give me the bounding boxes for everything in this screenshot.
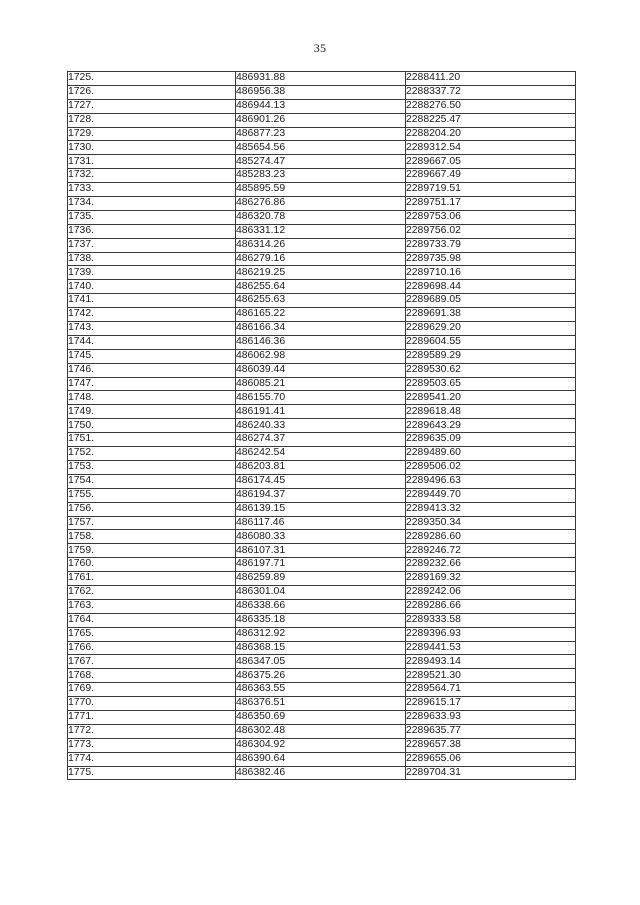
y-coordinate-cell: 2289242.06 <box>406 585 576 599</box>
y-coordinate-cell: 2289530.62 <box>406 363 576 377</box>
point-number-cell: 1732. <box>68 169 236 183</box>
y-coordinate-cell: 2289618.48 <box>406 405 576 419</box>
y-coordinate-cell: 2288225.47 <box>406 113 576 127</box>
y-coordinate-cell: 2289633.93 <box>406 710 576 724</box>
table-row <box>68 488 576 502</box>
x-coordinate-cell: 486174.45 <box>236 474 406 488</box>
table-row <box>68 72 576 86</box>
point-number-cell: 1774. <box>68 752 236 766</box>
y-coordinate-cell: 2289735.98 <box>406 252 576 266</box>
y-coordinate-cell: 2288276.50 <box>406 99 576 113</box>
x-coordinate-cell: 486139.15 <box>236 502 406 516</box>
point-number-cell: 1766. <box>68 641 236 655</box>
table-row <box>68 127 576 141</box>
table-row <box>68 502 576 516</box>
point-number-cell: 1727. <box>68 99 236 113</box>
y-coordinate-cell: 2289710.16 <box>406 266 576 280</box>
table-row <box>68 238 576 252</box>
table-row <box>68 544 576 558</box>
y-coordinate-cell: 2289751.17 <box>406 197 576 211</box>
y-coordinate-cell: 2289493.14 <box>406 655 576 669</box>
point-number-cell: 1730. <box>68 141 236 155</box>
x-coordinate-cell: 486350.69 <box>236 710 406 724</box>
table-row <box>68 655 576 669</box>
point-number-cell: 1738. <box>68 252 236 266</box>
table-row <box>68 252 576 266</box>
point-number-cell: 1735. <box>68 210 236 224</box>
point-number-cell: 1736. <box>68 224 236 238</box>
y-coordinate-cell: 2289643.29 <box>406 419 576 433</box>
y-coordinate-cell: 2289413.32 <box>406 502 576 516</box>
table-row <box>68 585 576 599</box>
point-number-cell: 1751. <box>68 433 236 447</box>
point-number-cell: 1750. <box>68 419 236 433</box>
y-coordinate-cell: 2289232.66 <box>406 558 576 572</box>
y-coordinate-cell: 2289689.05 <box>406 294 576 308</box>
table-row <box>68 141 576 155</box>
y-coordinate-cell: 2289333.58 <box>406 613 576 627</box>
point-number-cell: 1743. <box>68 322 236 336</box>
point-number-cell: 1726. <box>68 85 236 99</box>
point-number-cell: 1763. <box>68 599 236 613</box>
x-coordinate-cell: 486259.89 <box>236 572 406 586</box>
point-number-cell: 1734. <box>68 197 236 211</box>
table-row <box>68 460 576 474</box>
table-row <box>68 155 576 169</box>
x-coordinate-cell: 486255.64 <box>236 280 406 294</box>
y-coordinate-cell: 2289704.31 <box>406 766 576 780</box>
x-coordinate-cell: 486338.66 <box>236 599 406 613</box>
point-number-cell: 1756. <box>68 502 236 516</box>
point-number-cell: 1741. <box>68 294 236 308</box>
y-coordinate-cell: 2289719.51 <box>406 183 576 197</box>
table-row <box>68 224 576 238</box>
x-coordinate-cell: 486331.12 <box>236 224 406 238</box>
y-coordinate-cell: 2288204.20 <box>406 127 576 141</box>
point-number-cell: 1748. <box>68 391 236 405</box>
table-row <box>68 697 576 711</box>
point-number-cell: 1773. <box>68 738 236 752</box>
point-number-cell: 1771. <box>68 710 236 724</box>
point-number-cell: 1772. <box>68 724 236 738</box>
point-number-cell: 1754. <box>68 474 236 488</box>
point-number-cell: 1768. <box>68 669 236 683</box>
table-row <box>68 683 576 697</box>
point-number-cell: 1746. <box>68 363 236 377</box>
table-row <box>68 613 576 627</box>
table-row <box>68 349 576 363</box>
x-coordinate-cell: 485274.47 <box>236 155 406 169</box>
table-row <box>68 641 576 655</box>
table-row <box>68 724 576 738</box>
table-row <box>68 294 576 308</box>
x-coordinate-cell: 486931.88 <box>236 72 406 86</box>
point-number-cell: 1767. <box>68 655 236 669</box>
x-coordinate-cell: 486242.54 <box>236 447 406 461</box>
point-number-cell: 1760. <box>68 558 236 572</box>
point-number-cell: 1753. <box>68 460 236 474</box>
point-number-cell: 1761. <box>68 572 236 586</box>
table-row <box>68 530 576 544</box>
table-row <box>68 474 576 488</box>
point-number-cell: 1775. <box>68 766 236 780</box>
point-number-cell: 1762. <box>68 585 236 599</box>
y-coordinate-cell: 2289635.09 <box>406 433 576 447</box>
y-coordinate-cell: 2289286.60 <box>406 530 576 544</box>
point-number-cell: 1731. <box>68 155 236 169</box>
x-coordinate-cell: 486274.37 <box>236 433 406 447</box>
x-coordinate-cell: 486382.46 <box>236 766 406 780</box>
x-coordinate-cell: 486194.37 <box>236 488 406 502</box>
table-row <box>68 377 576 391</box>
x-coordinate-cell: 486877.23 <box>236 127 406 141</box>
y-coordinate-cell: 2289449.70 <box>406 488 576 502</box>
table-row <box>68 738 576 752</box>
x-coordinate-cell: 486944.13 <box>236 99 406 113</box>
x-coordinate-cell: 486314.26 <box>236 238 406 252</box>
x-coordinate-cell: 485654.56 <box>236 141 406 155</box>
coordinates-table <box>67 71 576 780</box>
x-coordinate-cell: 486146.36 <box>236 335 406 349</box>
y-coordinate-cell: 2289564.71 <box>406 683 576 697</box>
x-coordinate-cell: 486347.05 <box>236 655 406 669</box>
x-coordinate-cell: 486276.86 <box>236 197 406 211</box>
y-coordinate-cell: 2289503.65 <box>406 377 576 391</box>
table-row <box>68 113 576 127</box>
table-row <box>68 419 576 433</box>
table-row <box>68 391 576 405</box>
point-number-cell: 1742. <box>68 308 236 322</box>
y-coordinate-cell: 2289541.20 <box>406 391 576 405</box>
table-row <box>68 99 576 113</box>
table-row <box>68 752 576 766</box>
point-number-cell: 1725. <box>68 72 236 86</box>
table-row <box>68 197 576 211</box>
point-number-cell: 1737. <box>68 238 236 252</box>
y-coordinate-cell: 2289506.02 <box>406 460 576 474</box>
x-coordinate-cell: 486039.44 <box>236 363 406 377</box>
x-coordinate-cell: 486085.21 <box>236 377 406 391</box>
point-number-cell: 1749. <box>68 405 236 419</box>
y-coordinate-cell: 2289169.32 <box>406 572 576 586</box>
point-number-cell: 1752. <box>68 447 236 461</box>
x-coordinate-cell: 486312.92 <box>236 627 406 641</box>
table-row <box>68 558 576 572</box>
x-coordinate-cell: 486191.41 <box>236 405 406 419</box>
y-coordinate-cell: 2289753.06 <box>406 210 576 224</box>
y-coordinate-cell: 2288411.20 <box>406 72 576 86</box>
table-row <box>68 405 576 419</box>
y-coordinate-cell: 2289489.60 <box>406 447 576 461</box>
table-row <box>68 169 576 183</box>
table-row <box>68 599 576 613</box>
x-coordinate-cell: 486279.16 <box>236 252 406 266</box>
table-row <box>68 85 576 99</box>
x-coordinate-cell: 486107.31 <box>236 544 406 558</box>
point-number-cell: 1765. <box>68 627 236 641</box>
x-coordinate-cell: 486335.18 <box>236 613 406 627</box>
point-number-cell: 1758. <box>68 530 236 544</box>
y-coordinate-cell: 2289286.66 <box>406 599 576 613</box>
point-number-cell: 1729. <box>68 127 236 141</box>
point-number-cell: 1739. <box>68 266 236 280</box>
x-coordinate-cell: 486368.15 <box>236 641 406 655</box>
point-number-cell: 1757. <box>68 516 236 530</box>
y-coordinate-cell: 2289655.06 <box>406 752 576 766</box>
point-number-cell: 1764. <box>68 613 236 627</box>
y-coordinate-cell: 2289691.38 <box>406 308 576 322</box>
x-coordinate-cell: 486155.70 <box>236 391 406 405</box>
point-number-cell: 1740. <box>68 280 236 294</box>
y-coordinate-cell: 2289312.54 <box>406 141 576 155</box>
x-coordinate-cell: 486080.33 <box>236 530 406 544</box>
y-coordinate-cell: 2289657.38 <box>406 738 576 752</box>
y-coordinate-cell: 2289350.34 <box>406 516 576 530</box>
table-row <box>68 433 576 447</box>
x-coordinate-cell: 486255.63 <box>236 294 406 308</box>
table-row <box>68 308 576 322</box>
table-row <box>68 516 576 530</box>
x-coordinate-cell: 486240.33 <box>236 419 406 433</box>
table-row <box>68 280 576 294</box>
x-coordinate-cell: 485283.23 <box>236 169 406 183</box>
y-coordinate-cell: 2289615.17 <box>406 697 576 711</box>
y-coordinate-cell: 2289441.53 <box>406 641 576 655</box>
coordinates-table-body <box>68 72 576 780</box>
x-coordinate-cell: 486304.92 <box>236 738 406 752</box>
table-row <box>68 210 576 224</box>
y-coordinate-cell: 2289521.30 <box>406 669 576 683</box>
y-coordinate-cell: 2288337.72 <box>406 85 576 99</box>
x-coordinate-cell: 486203.81 <box>236 460 406 474</box>
table-row <box>68 266 576 280</box>
y-coordinate-cell: 2289756.02 <box>406 224 576 238</box>
y-coordinate-cell: 2289396.93 <box>406 627 576 641</box>
table-row <box>68 363 576 377</box>
page-number: 35 <box>313 41 327 55</box>
x-coordinate-cell: 486390.64 <box>236 752 406 766</box>
x-coordinate-cell: 486901.26 <box>236 113 406 127</box>
table-row <box>68 627 576 641</box>
point-number-cell: 1728. <box>68 113 236 127</box>
point-number-cell: 1747. <box>68 377 236 391</box>
x-coordinate-cell: 486363.55 <box>236 683 406 697</box>
table-row <box>68 183 576 197</box>
x-coordinate-cell: 486219.25 <box>236 266 406 280</box>
table-row <box>68 335 576 349</box>
table-row <box>68 447 576 461</box>
x-coordinate-cell: 486301.04 <box>236 585 406 599</box>
point-number-cell: 1745. <box>68 349 236 363</box>
point-number-cell: 1755. <box>68 488 236 502</box>
point-number-cell: 1733. <box>68 183 236 197</box>
y-coordinate-cell: 2289589.29 <box>406 349 576 363</box>
x-coordinate-cell: 486320.78 <box>236 210 406 224</box>
x-coordinate-cell: 486376.51 <box>236 697 406 711</box>
x-coordinate-cell: 486062.98 <box>236 349 406 363</box>
point-number-cell: 1744. <box>68 335 236 349</box>
table-row <box>68 766 576 780</box>
table-row <box>68 572 576 586</box>
point-number-cell: 1770. <box>68 697 236 711</box>
table-row <box>68 710 576 724</box>
y-coordinate-cell: 2289733.79 <box>406 238 576 252</box>
table-row <box>68 669 576 683</box>
point-number-cell: 1769. <box>68 683 236 697</box>
x-coordinate-cell: 486375.26 <box>236 669 406 683</box>
x-coordinate-cell: 486302.48 <box>236 724 406 738</box>
x-coordinate-cell: 486166.34 <box>236 322 406 336</box>
y-coordinate-cell: 2289604.55 <box>406 335 576 349</box>
y-coordinate-cell: 2289667.49 <box>406 169 576 183</box>
y-coordinate-cell: 2289635.77 <box>406 724 576 738</box>
x-coordinate-cell: 486197.71 <box>236 558 406 572</box>
y-coordinate-cell: 2289246.72 <box>406 544 576 558</box>
table-row <box>68 322 576 336</box>
x-coordinate-cell: 486117.46 <box>236 516 406 530</box>
x-coordinate-cell: 486956.38 <box>236 85 406 99</box>
x-coordinate-cell: 485895.59 <box>236 183 406 197</box>
y-coordinate-cell: 2289629.20 <box>406 322 576 336</box>
y-coordinate-cell: 2289667.05 <box>406 155 576 169</box>
y-coordinate-cell: 2289698.44 <box>406 280 576 294</box>
point-number-cell: 1759. <box>68 544 236 558</box>
y-coordinate-cell: 2289496.63 <box>406 474 576 488</box>
x-coordinate-cell: 486165.22 <box>236 308 406 322</box>
